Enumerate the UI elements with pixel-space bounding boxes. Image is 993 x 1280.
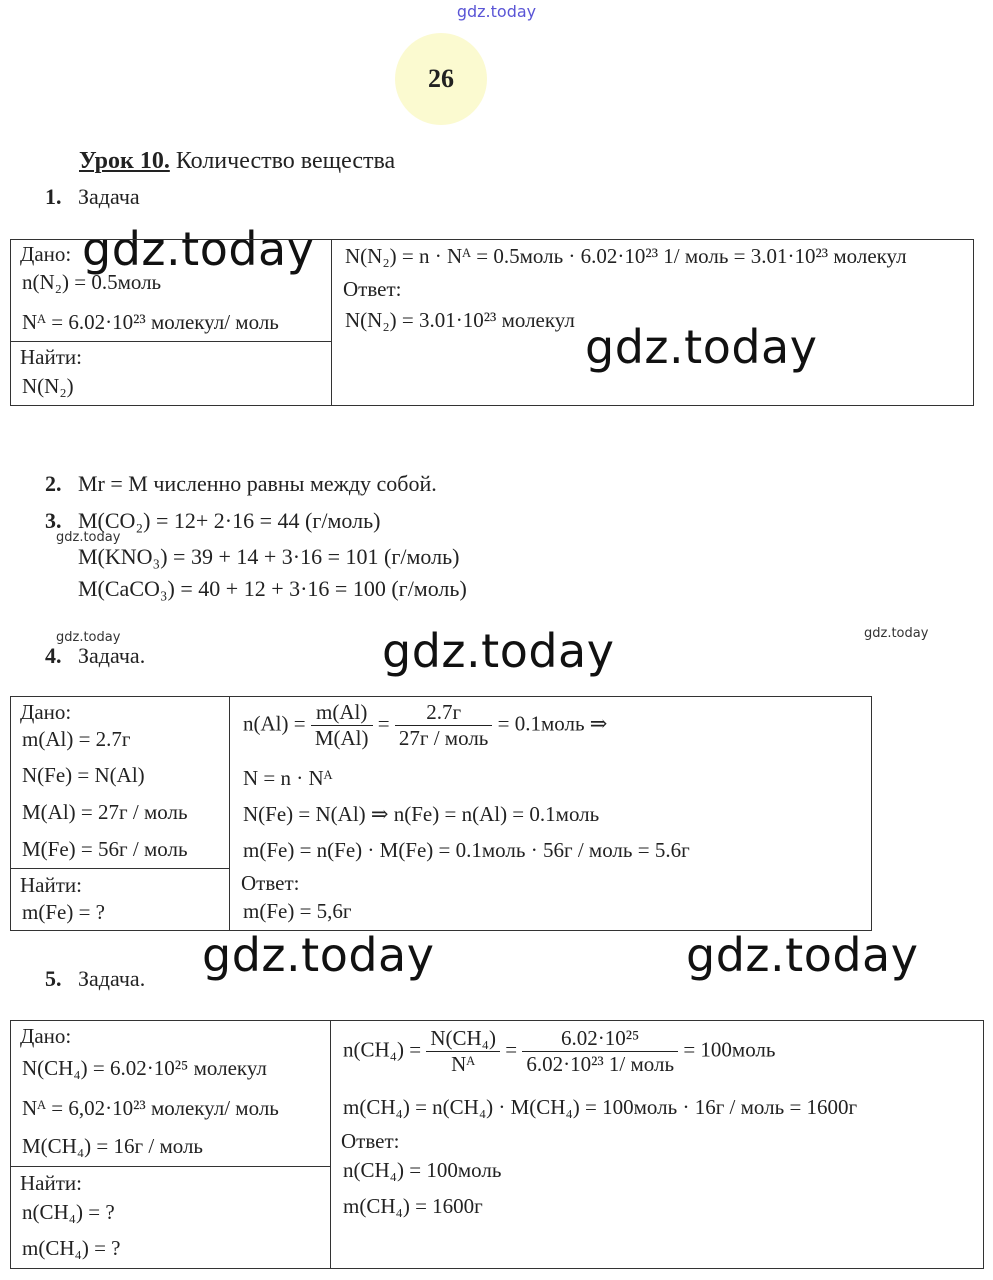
given-label: Дано: bbox=[20, 242, 72, 266]
fraction-denominator: Nᴬ bbox=[451, 1052, 476, 1076]
solution-line: N(N₂) = n · Nᴬ = 0.5моль · 6.02·10²³ 1/ моль = 3.01·10²³ молекул bbox=[345, 244, 907, 268]
task-number: 2. bbox=[45, 471, 62, 496]
watermark-top: gdz.today bbox=[456, 2, 537, 21]
watermark-small: gdz.today bbox=[56, 630, 121, 645]
task-number: 4. bbox=[45, 643, 62, 668]
given-item: Nᴬ = 6.02·10²³ молекул/ моль bbox=[22, 310, 279, 334]
task5-heading bbox=[45, 966, 145, 992]
task-title: Задача. bbox=[78, 643, 146, 668]
formula-text: = 0.1моль ⇒ bbox=[492, 711, 608, 736]
fraction-denominator: 27г / моль bbox=[398, 726, 489, 750]
table-divider bbox=[10, 1166, 330, 1167]
find-label: Найти: bbox=[20, 1171, 82, 1195]
fraction bbox=[395, 700, 493, 751]
table-divider bbox=[229, 696, 230, 930]
table-divider bbox=[10, 341, 331, 342]
lesson-title: Количество вещества bbox=[169, 148, 396, 174]
table-divider bbox=[331, 239, 332, 405]
task-number: 3. bbox=[45, 508, 62, 533]
formula-text: = bbox=[372, 711, 395, 736]
task3-line: M(CaCO₃) = 40 + 12 + 3·16 = 100 (г/моль) bbox=[78, 576, 467, 601]
given-item: N(CH₄) = 6.02·10²⁵ молекул bbox=[22, 1056, 267, 1080]
formula-text: = 100моль bbox=[678, 1037, 776, 1062]
fraction-numerator: N(CH₄) bbox=[426, 1026, 500, 1052]
answer-label: Ответ: bbox=[343, 277, 402, 301]
watermark-small: gdz.today bbox=[864, 626, 929, 641]
fraction bbox=[426, 1026, 500, 1077]
find-label: Найти: bbox=[20, 873, 82, 897]
task-title: Задача. bbox=[78, 966, 146, 991]
answer-label: Ответ: bbox=[341, 1129, 400, 1153]
given-item: N(Fe) = N(Al) bbox=[22, 763, 145, 787]
lesson-label: Урок 10. bbox=[79, 148, 170, 174]
solution-fraction-line bbox=[343, 1026, 776, 1077]
watermark-big: gdz.today bbox=[585, 320, 818, 374]
watermark-big: gdz.today bbox=[82, 222, 315, 276]
fraction bbox=[311, 700, 373, 751]
fraction-denominator: 6.02·10²³ 1/ моль bbox=[526, 1052, 675, 1076]
watermark-small: gdz.today bbox=[56, 530, 121, 545]
table-divider bbox=[330, 1020, 331, 1268]
task3-line: M(KNO₃) = 39 + 14 + 3·16 = 101 (г/моль) bbox=[78, 544, 460, 569]
given-item: Nᴬ = 6,02·10²³ молекул/ моль bbox=[22, 1096, 279, 1120]
given-item: m(Al) = 2.7г bbox=[22, 727, 131, 751]
table-divider bbox=[10, 868, 229, 869]
answer-line: m(CH₄) = 1600г bbox=[343, 1194, 483, 1218]
formula-text: = bbox=[499, 1037, 523, 1062]
find-label: Найти: bbox=[20, 345, 82, 369]
given-item: M(Al) = 27г / моль bbox=[22, 800, 188, 824]
fraction bbox=[522, 1026, 678, 1077]
solution-fraction-line bbox=[243, 700, 607, 751]
find-item: m(CH₄) = ? bbox=[22, 1236, 121, 1260]
solution-line: m(Fe) = n(Fe) · M(Fe) = 0.1моль · 56г / моль = 5.6г bbox=[243, 838, 690, 862]
fraction-numerator: 2.7г bbox=[395, 700, 493, 726]
formula-text: n(Al) = bbox=[243, 711, 311, 736]
given-item: M(Fe) = 56г / моль bbox=[22, 837, 188, 861]
task-number: 5. bbox=[45, 966, 62, 991]
watermark-big: gdz.today bbox=[686, 928, 919, 982]
task-title: Задача bbox=[78, 184, 140, 209]
answer-line: N(N₂) = 3.01·10²³ молекул bbox=[345, 308, 575, 332]
fraction-numerator: m(Al) bbox=[311, 700, 373, 726]
given-item: n(N₂) = 0.5моль bbox=[22, 270, 162, 294]
task3-line: M(CO₂) = 12+ 2·16 = 44 (г/моль) bbox=[78, 508, 381, 533]
watermark-big: gdz.today bbox=[202, 928, 435, 982]
find-item: m(Fe) = ? bbox=[22, 900, 105, 924]
find-item: N(N₂) bbox=[22, 374, 74, 398]
solution-line: N = n · Nᴬ bbox=[243, 766, 333, 790]
formula-text: n(CH₄) = bbox=[343, 1037, 427, 1062]
fraction-numerator: 6.02·10²⁵ bbox=[522, 1026, 678, 1052]
solution-line: m(CH₄) = n(CH₄) · M(CH₄) = 100моль · 16г / моль = 1600г bbox=[343, 1095, 858, 1119]
given-item: M(CH₄) = 16г / моль bbox=[22, 1134, 204, 1158]
task2 bbox=[45, 471, 437, 497]
given-label: Дано: bbox=[20, 700, 72, 724]
solution-line: N(Fe) = N(Al) ⇒ n(Fe) = n(Al) = 0.1моль bbox=[243, 802, 600, 826]
answer-label: Ответ: bbox=[241, 871, 300, 895]
task3 bbox=[45, 508, 380, 534]
lesson-heading bbox=[79, 148, 395, 175]
answer-line: m(Fe) = 5,6г bbox=[243, 899, 352, 923]
find-item: n(CH₄) = ? bbox=[22, 1200, 115, 1224]
task4-heading bbox=[45, 643, 145, 669]
task2-text: Mr = M численно равны между собой. bbox=[78, 471, 437, 496]
watermark-big: gdz.today bbox=[382, 624, 615, 678]
fraction-denominator: M(Al) bbox=[314, 726, 369, 750]
task-number: 1. bbox=[45, 184, 62, 209]
task1-heading bbox=[45, 184, 140, 210]
given-label: Дано: bbox=[20, 1024, 72, 1048]
page-number: 26 bbox=[428, 64, 454, 93]
answer-line: n(CH₄) = 100моль bbox=[343, 1158, 502, 1182]
